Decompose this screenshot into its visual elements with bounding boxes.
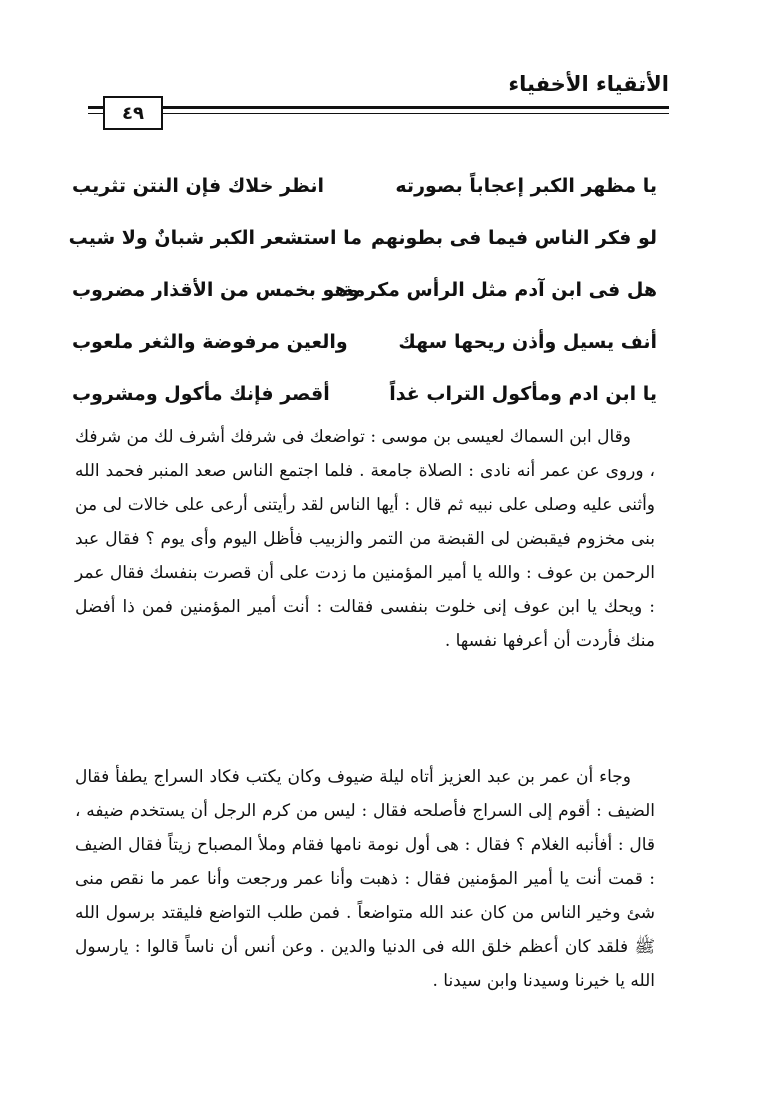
poem-verse [72,316,657,368]
page-number: ٤٩ [103,96,163,130]
poem-verse [68,212,657,264]
verse-second-hemistich: والعين مرفوضة والثغر ملعوب [72,331,348,353]
header-rule-thick [88,106,669,109]
paragraph-ibn-al-sammak [75,420,655,658]
paragraph-umar-lamp [75,760,655,998]
paragraph-text: وجاء أن عمر بن عبد العزيز أتاه ليلة ضيوف وكان يكتب فكاد السراج يطفأ فقال الضيف : أقوم إلى السراج فأصلحه فقال : ليس من كرم الرجل أن يستخدم ضيفه ، قال : أفأنبه الغلام ؟ فقال : هى أول نومة نامها فقام وملأ المصباح زيتاً فقال الضيف : قمت أنت يا أمير المؤمنين فقال : ذهبت وأنا عمر ورجعت وأنا عمر ما نقص منى شئ وخير الناس من كان عند الله متواضعاً . فمن طلب التواضع فليقتد برسول الله ﷺ فلقد كان أعظم خلق الله فى الدنيا والدين . وعن أنس أن ناساً قالوا : يارسول الله يا خيرنا وسيدنا وابن سيدنا . [75,767,655,991]
running-title: الأتقياء الأخفياء [508,72,669,96]
verse-first-hemistich: هل فى ابن آدم مثل الرأس مكرمة [341,279,657,301]
verse-second-hemistich: وهو بخمس من الأقذار مضروب [72,279,360,301]
verse-first-hemistich: يا ابن ادم ومأكول التراب غداً [389,383,657,405]
poem-verse [72,264,657,316]
paragraph-text: وقال ابن السماك لعيسى بن موسى : تواضعك فى شرفك أشرف لك من شرفك ، وروى عن عمر أنه نادى : الصلاة جامعة . فلما اجتمع الناس صعد المنبر فحمد الله وأثنى عليه وصلى على نبيه ثم قال : أيها الناس لقد رأيتنى أرعى على خالات لى من بنى مخزوم فيقبضن لى القبضة من التمر والزبيب فأظل اليوم وأى يوم ؟ فقال عبد الرحمن بن عوف : والله يا أمير المؤمنين ما زدت على أن قصرت بنفسك فقال عمر : ويحك يا ابن عوف إنى خلوت بنفسى فقالت : أنت أمير المؤمنين فمن ذا أفضل منك فأردت أن أعرفها نفسها . [75,427,655,651]
verse-first-hemistich: لو فكر الناس فيما فى بطونهم [370,227,657,249]
poem-verse [72,368,657,420]
verse-second-hemistich: ما استشعر الكبر شبانٌ ولا شيب [68,227,362,249]
verse-first-hemistich: يا مظهر الكبر إعجاباً بصورته [395,175,657,197]
verse-second-hemistich: انظر خلاك فإن النتن تثريب [72,175,324,197]
poem [68,160,657,420]
verse-first-hemistich: أنف يسيل وأذن ريحها سهك [398,331,657,353]
header-rule-thin [88,113,669,114]
poem-verse [72,160,657,212]
verse-second-hemistich: أقصر فإنك مأكول ومشروب [72,383,330,405]
